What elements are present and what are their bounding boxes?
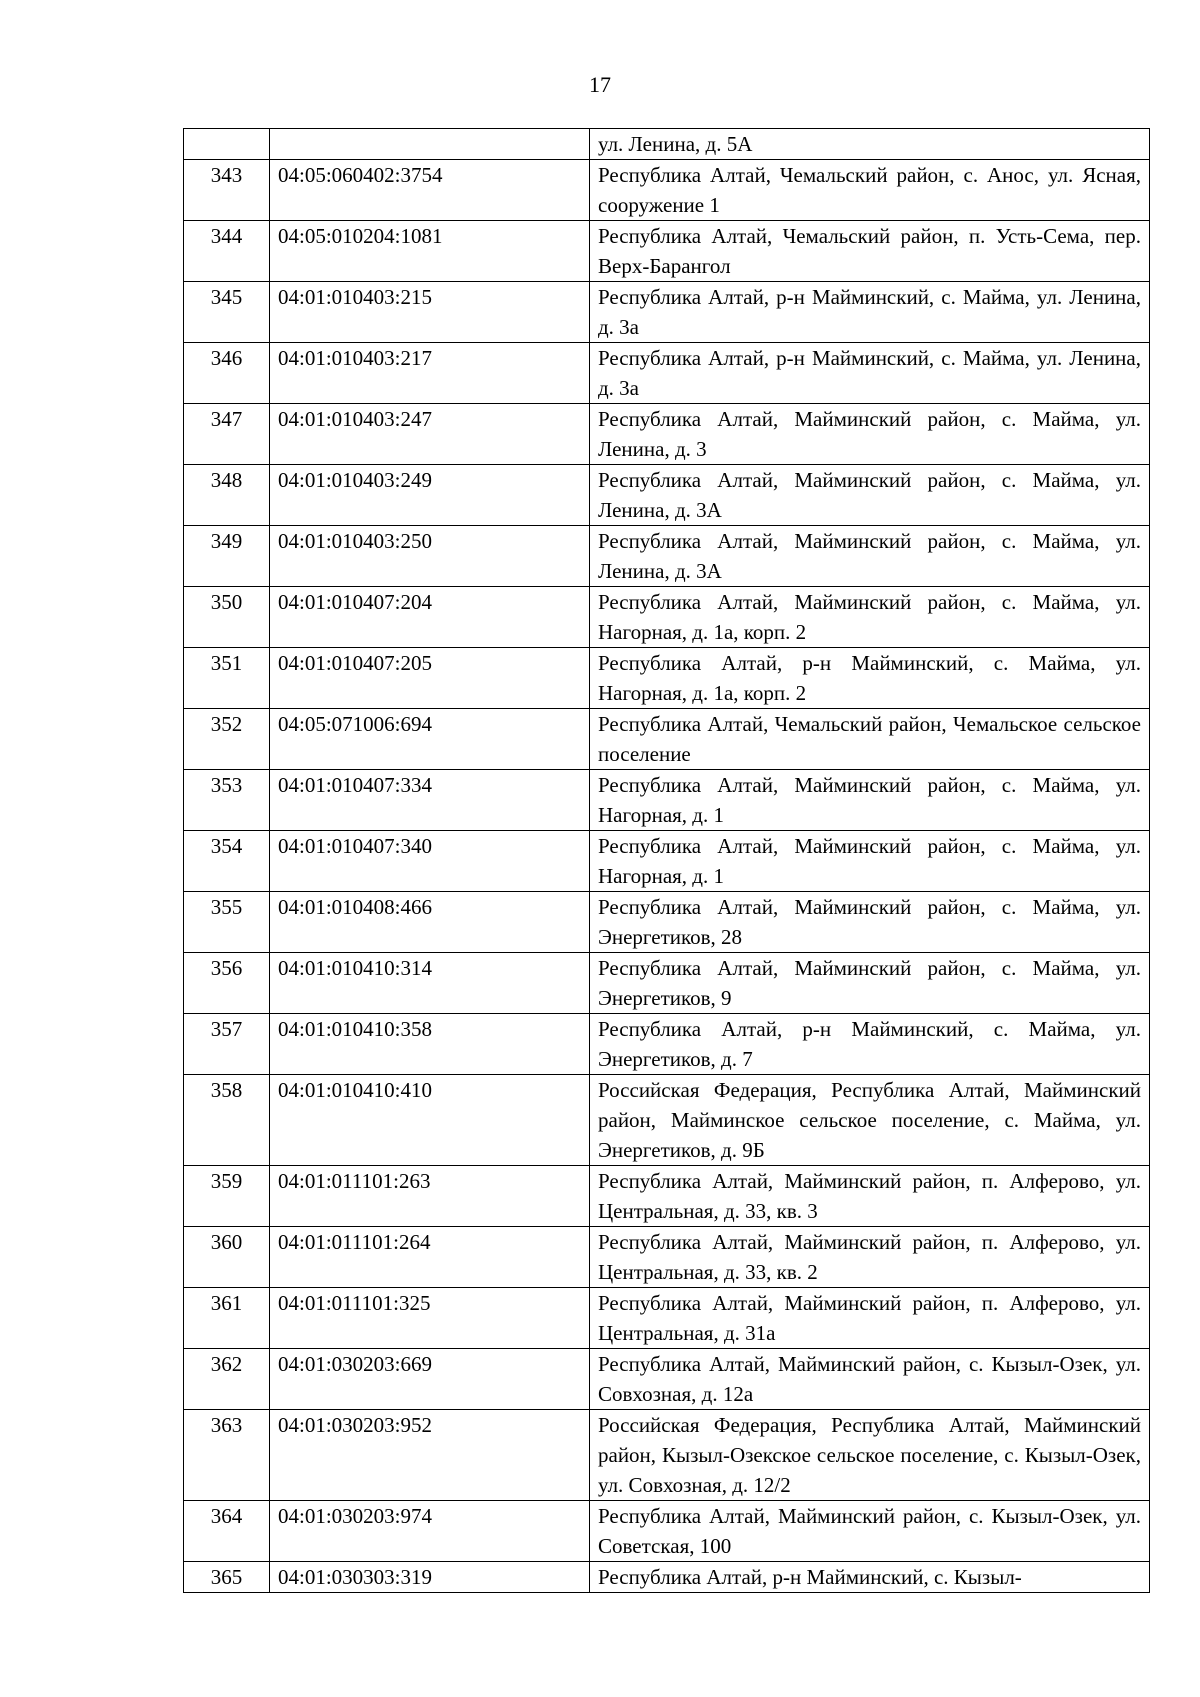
table-row xyxy=(184,1410,1150,1501)
cadastral-number-cell: 04:01:010403:217 xyxy=(270,343,590,404)
address-cell: Республика Алтай, Майминский район, с. Майма, ул. Нагорная, д. 1 xyxy=(590,831,1150,892)
table-row xyxy=(184,404,1150,465)
row-number-cell: 357 xyxy=(184,1014,270,1075)
row-number-cell: 363 xyxy=(184,1410,270,1501)
cadastral-number-cell: 04:05:010204:1081 xyxy=(270,221,590,282)
address-cell: Республика Алтай, Майминский район, п. Алферово, ул. Центральная, д. 33, кв. 2 xyxy=(590,1227,1150,1288)
address-cell: Республика Алтай, Чемальский район, п. Усть-Сема, пер. Верх-Барангол xyxy=(590,221,1150,282)
table-row xyxy=(184,465,1150,526)
row-number-cell: 351 xyxy=(184,648,270,709)
cadastral-number-cell: 04:01:010407:204 xyxy=(270,587,590,648)
row-number-cell: 343 xyxy=(184,160,270,221)
row-number-cell: 356 xyxy=(184,953,270,1014)
cadastral-number-cell: 04:01:010403:250 xyxy=(270,526,590,587)
address-cell: ул. Ленина, д. 5А xyxy=(590,129,1150,160)
table-row xyxy=(184,343,1150,404)
cadastral-number-cell: 04:01:010410:314 xyxy=(270,953,590,1014)
table-row xyxy=(184,221,1150,282)
row-number-cell: 354 xyxy=(184,831,270,892)
cadastral-number-cell: 04:01:010407:340 xyxy=(270,831,590,892)
table-row xyxy=(184,1349,1150,1410)
row-number-cell: 346 xyxy=(184,343,270,404)
cadastral-number-cell: 04:01:011101:264 xyxy=(270,1227,590,1288)
table-row xyxy=(184,160,1150,221)
row-number-cell: 344 xyxy=(184,221,270,282)
row-number-cell: 345 xyxy=(184,282,270,343)
address-cell: Республика Алтай, Чемальский район, с. Анос, ул. Ясная, сооружение 1 xyxy=(590,160,1150,221)
address-cell: Республика Алтай, р-н Майминский, с. Майма, ул. Ленина, д. 3а xyxy=(590,343,1150,404)
address-cell: Республика Алтай, Майминский район, с. Кызыл-Озек, ул. Совхозная, д. 12а xyxy=(590,1349,1150,1410)
row-number-cell: 349 xyxy=(184,526,270,587)
address-cell: Российская Федерация, Республика Алтай, Майминский район, Майминское сельское поселение, с. Майма, ул. Энергетиков, д. 9Б xyxy=(590,1075,1150,1166)
table-row xyxy=(184,1014,1150,1075)
cadastral-number-cell xyxy=(270,129,590,160)
cadastral-number-cell: 04:01:011101:325 xyxy=(270,1288,590,1349)
cadastral-number-cell: 04:01:010410:410 xyxy=(270,1075,590,1166)
row-number-cell: 359 xyxy=(184,1166,270,1227)
table-row xyxy=(184,587,1150,648)
table-row xyxy=(184,831,1150,892)
row-number-cell: 360 xyxy=(184,1227,270,1288)
table-row xyxy=(184,770,1150,831)
table-row xyxy=(184,953,1150,1014)
row-number-cell: 352 xyxy=(184,709,270,770)
table-row xyxy=(184,648,1150,709)
address-cell: Республика Алтай, Майминский район, с. Майма, ул. Ленина, д. 3 xyxy=(590,404,1150,465)
table-row xyxy=(184,1227,1150,1288)
row-number-cell: 347 xyxy=(184,404,270,465)
cadastral-number-cell: 04:01:030203:952 xyxy=(270,1410,590,1501)
table-row xyxy=(184,892,1150,953)
cadastral-number-cell: 04:01:010407:334 xyxy=(270,770,590,831)
cadastral-number-cell: 04:01:010410:358 xyxy=(270,1014,590,1075)
table-row xyxy=(184,282,1150,343)
cadastral-number-cell: 04:05:071006:694 xyxy=(270,709,590,770)
address-cell: Республика Алтай, р-н Майминский, с. Майма, ул. Ленина, д. 3а xyxy=(590,282,1150,343)
cadastral-number-cell: 04:01:010403:249 xyxy=(270,465,590,526)
cadastral-number-cell: 04:05:060402:3754 xyxy=(270,160,590,221)
table-row xyxy=(184,1075,1150,1166)
row-number-cell: 362 xyxy=(184,1349,270,1410)
cadastral-number-cell: 04:01:030303:319 xyxy=(270,1562,590,1593)
cadastral-number-cell: 04:01:010407:205 xyxy=(270,648,590,709)
address-cell: Республика Алтай, Майминский район, с. Майма, ул. Энергетиков, 9 xyxy=(590,953,1150,1014)
table-row xyxy=(184,1288,1150,1349)
row-number-cell: 355 xyxy=(184,892,270,953)
registry-table xyxy=(183,128,1150,1593)
row-number-cell: 364 xyxy=(184,1501,270,1562)
address-cell: Республика Алтай, Чемальский район, Чемальское сельское поселение xyxy=(590,709,1150,770)
address-cell: Республика Алтай, Майминский район, с. Майма, ул. Нагорная, д. 1а, корп. 2 xyxy=(590,587,1150,648)
address-cell: Республика Алтай, р-н Майминский, с. Майма, ул. Энергетиков, д. 7 xyxy=(590,1014,1150,1075)
table-row xyxy=(184,129,1150,160)
row-number-cell xyxy=(184,129,270,160)
cadastral-number-cell: 04:01:010403:247 xyxy=(270,404,590,465)
registry-table-body xyxy=(184,129,1150,1593)
address-cell: Республика Алтай, Майминский район, п. Алферово, ул. Центральная, д. 31а xyxy=(590,1288,1150,1349)
address-cell: Республика Алтай, р-н Майминский, с. Майма, ул. Нагорная, д. 1а, корп. 2 xyxy=(590,648,1150,709)
row-number-cell: 361 xyxy=(184,1288,270,1349)
table-row xyxy=(184,1501,1150,1562)
address-cell: Республика Алтай, Майминский район, с. Майма, ул. Ленина, д. 3А xyxy=(590,465,1150,526)
table-row xyxy=(184,1166,1150,1227)
address-cell: Российская Федерация, Республика Алтай, Майминский район, Кызыл-Озекское сельское поселение, с. Кызыл-Озек, ул. Совхозная, д. 12/2 xyxy=(590,1410,1150,1501)
row-number-cell: 358 xyxy=(184,1075,270,1166)
cadastral-number-cell: 04:01:030203:974 xyxy=(270,1501,590,1562)
row-number-cell: 353 xyxy=(184,770,270,831)
row-number-cell: 365 xyxy=(184,1562,270,1593)
cadastral-number-cell: 04:01:011101:263 xyxy=(270,1166,590,1227)
address-cell: Республика Алтай, Майминский район, с. Майма, ул. Нагорная, д. 1 xyxy=(590,770,1150,831)
address-cell: Республика Алтай, р-н Майминский, с. Кызыл- xyxy=(590,1562,1150,1593)
row-number-cell: 350 xyxy=(184,587,270,648)
cadastral-number-cell: 04:01:010403:215 xyxy=(270,282,590,343)
table-row xyxy=(184,709,1150,770)
cadastral-number-cell: 04:01:030203:669 xyxy=(270,1349,590,1410)
table-row xyxy=(184,1562,1150,1593)
address-cell: Республика Алтай, Майминский район, с. Майма, ул. Энергетиков, 28 xyxy=(590,892,1150,953)
cadastral-number-cell: 04:01:010408:466 xyxy=(270,892,590,953)
page-number: 17 xyxy=(589,72,611,97)
address-cell: Республика Алтай, Майминский район, с. Кызыл-Озек, ул. Советская, 100 xyxy=(590,1501,1150,1562)
address-cell: Республика Алтай, Майминский район, с. Майма, ул. Ленина, д. 3А xyxy=(590,526,1150,587)
address-cell: Республика Алтай, Майминский район, п. Алферово, ул. Центральная, д. 33, кв. 3 xyxy=(590,1166,1150,1227)
table-row xyxy=(184,526,1150,587)
row-number-cell: 348 xyxy=(184,465,270,526)
